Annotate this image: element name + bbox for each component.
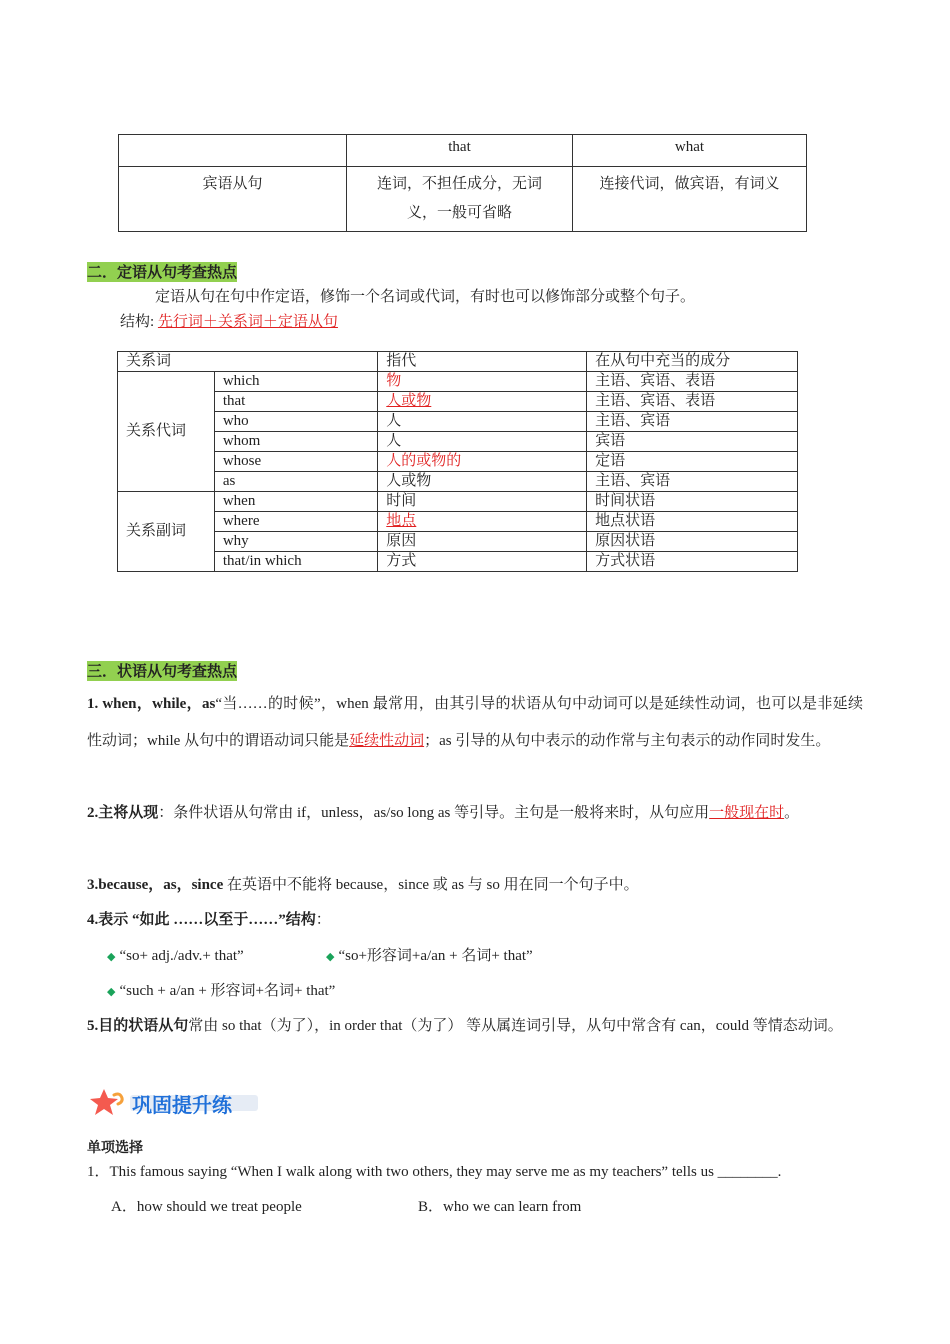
option-b[interactable]: B．who we can learn from (418, 1199, 582, 1215)
point-5 (87, 1008, 863, 1045)
diamond-bullet-icon: ◆ (326, 951, 335, 963)
point1-emphasis: 延续性动词 (349, 733, 425, 749)
pattern-2-text: “so+形容词+a/an + 名词+ that” (338, 948, 533, 964)
pattern-bullet-3 (107, 981, 335, 1002)
point1-text-a: “当……的时候”，when 最常用，由其引导的状语从句中动词可以是延续性动词，也可以是非延续性动词；while 从句中的谓语动词只能是 (87, 696, 863, 749)
group-relative-pronouns: 关系代词 (118, 372, 215, 492)
table-row-role: 主语、宾语 (587, 472, 798, 492)
table-row-role: 主语、宾语、表语 (587, 372, 798, 392)
point-4 (87, 902, 863, 939)
point2-text-a: ：条件状语从句常由 if，unless，as/so long as 等引导。主句是一般将来时，从句应用 (158, 805, 710, 821)
pattern-bullet-2 (326, 946, 533, 967)
table2-header-role: 在从句中充当的成分 (587, 352, 798, 372)
section2-heading (87, 261, 237, 282)
section3-title: 三．状语从句考查热点 (87, 662, 238, 680)
table2-header-word: 关系词 (118, 352, 378, 372)
table-row-role: 主语、宾语 (587, 412, 798, 432)
section2-structure (120, 312, 338, 332)
table-row-role: 宾语 (587, 432, 798, 452)
point3-keywords: 3.because，as，since (87, 877, 224, 893)
table-row-ref: 人或物 (378, 392, 587, 412)
table-row-word: that (214, 392, 377, 412)
table-row-word: which (214, 372, 377, 392)
point3-text: 在英语中不能将 because，since 或 as 与 so 用在同一个句子中。 (223, 877, 639, 893)
diamond-bullet-icon: ◆ (107, 951, 116, 963)
section2-intro: 定语从句在句中作定语，修饰一个名词或代词，有时也可以修饰部分或整个句子。 (155, 289, 696, 305)
group-relative-adverbs: 关系副词 (118, 492, 215, 572)
table-row-ref: 时间 (378, 492, 587, 512)
clause-compare-table (118, 134, 807, 232)
structure-formula: 先行词＋关系词＋定语从句 (157, 314, 338, 330)
table-row-word: whose (214, 452, 377, 472)
point-2 (87, 795, 863, 832)
star-icon (90, 1087, 130, 1117)
table-row-ref: 人或物 (378, 472, 587, 492)
point2-text-b: 。 (784, 805, 800, 821)
that-desc-line1: 连词，不担任成分，无词 (376, 176, 542, 192)
table-row-ref: 方式 (378, 552, 587, 572)
table-row-word: that/in which (214, 552, 377, 572)
table-row-ref: 物 (378, 372, 587, 392)
question-1: 1．This famous saying “When I walk along with two others, they may serve me as my teachers” tells us ________. (87, 1164, 782, 1180)
table-row-word: whom (214, 432, 377, 452)
table-row-ref: 人的或物的 (378, 452, 587, 472)
that-desc-line2: 义，一般可省略 (406, 205, 512, 221)
table-row-role: 定语 (587, 452, 798, 472)
table-row-role: 方式状语 (587, 552, 798, 572)
point2-keywords: 2.主将从现 (87, 805, 159, 821)
table2-header-ref: 指代 (378, 352, 587, 372)
relative-words-table (117, 351, 798, 572)
point-3 (87, 867, 863, 904)
table-row-role: 原因状语 (587, 532, 798, 552)
point2-emphasis: 一般现在时 (709, 805, 785, 821)
option-a[interactable]: A．how should we treat people (111, 1199, 302, 1215)
table-row-word: who (214, 412, 377, 432)
section3-heading (87, 660, 237, 681)
table1-that-desc (347, 167, 573, 232)
table1-header-what: what (573, 135, 807, 167)
section2-title: 二．定语从句考查热点 (87, 263, 238, 281)
banner-title: 巩固提升练 (132, 1093, 232, 1117)
point1-text-b: ；as 引导的从句中表示的动作常与主句表示的动作同时发生。 (424, 733, 831, 749)
table-row-word: as (214, 472, 377, 492)
table-row-word: why (214, 532, 377, 552)
table1-header-that: that (347, 135, 573, 167)
table-row-ref: 人 (378, 412, 587, 432)
point4-keywords: 4.表示 “如此 ……以至于……”结构 (87, 912, 316, 928)
structure-label: 结构: (120, 314, 158, 330)
table-row-ref: 原因 (378, 532, 587, 552)
table-row-role: 主语、宾语、表语 (587, 392, 798, 412)
table1-row-label: 宾语从句 (119, 167, 347, 232)
point4-colon: ： (315, 912, 331, 928)
table-row-role: 时间状语 (587, 492, 798, 512)
table-row-word: when (214, 492, 377, 512)
table-row-word: where (214, 512, 377, 532)
table1-what-desc: 连接代词，做宾语，有词义 (573, 167, 807, 232)
pattern-bullet-1 (107, 946, 244, 967)
point1-keywords: 1. when，while，as (87, 696, 216, 712)
pattern-1-text: “so+ adj./adv.+ that” (119, 948, 244, 964)
diamond-bullet-icon: ◆ (107, 986, 116, 998)
table-row-ref: 地点 (378, 512, 587, 532)
quiz-section-title: 单项选择 (87, 1140, 143, 1156)
point5-keywords: 5.目的状语从句 (87, 1018, 189, 1034)
table-row-role: 地点状语 (587, 512, 798, 532)
table-row-ref: 人 (378, 432, 587, 452)
pattern-3-text: “such + a/an + 形容词+名词+ that” (119, 983, 336, 999)
table1-header-empty (119, 135, 347, 167)
point-1 (87, 686, 863, 760)
point5-text: 常由 so that（为了），in order that（为了） 等从属连词引导，从句中常含有 can，could 等情态动词。 (188, 1018, 843, 1034)
